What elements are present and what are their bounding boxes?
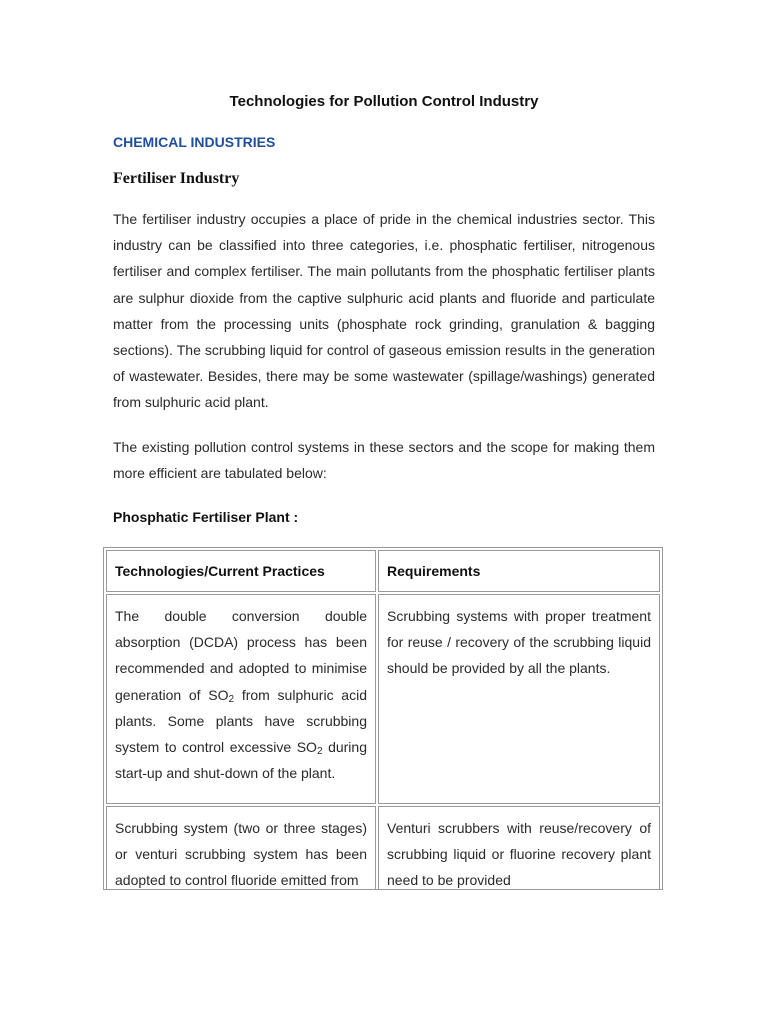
requirements-table-frame (103, 547, 663, 890)
table-cell-practice: Scrubbing system (two or three stages) or venturi scrubbing system has been adopted to control fluoride emitted from (106, 806, 376, 890)
header-requirements: Requirements (378, 550, 660, 592)
table-header-row (106, 550, 660, 592)
table-row (106, 594, 660, 804)
tabulation-paragraph: The existing pollution control systems in these sectors and the scope for making them more efficient are tabulated below: (113, 439, 655, 482)
intro-paragraph: The fertiliser industry occupies a place of pride in the chemical industries sector. This industry can be classified into three categories, i.e. phosphatic fertiliser, nitrogenous fertiliser and complex fertiliser. The main pollutants from the phosphatic fertiliser plants are sulphur dioxide from the captive sulphuric acid plants and fluoride and particulate matter from the processing units (phosphate rock grinding, granulation & bagging sections). The scrubbing liquid for control of gaseous emission results in the generation of wastewater. Besides, there may be some wastewater (spillage/washings) generated from sulphuric acid plant. (113, 211, 655, 411)
table-cell-requirement: Scrubbing systems with proper treatment for reuse / recovery of the scrubbing liquid should be provided by all the plants. (378, 594, 660, 804)
subscript-2: 2 (228, 693, 235, 705)
table-row (106, 806, 660, 890)
table-cell-requirement: Venturi scrubbers with reuse/recovery of scrubbing liquid or fluorine recovery plant need to be provided (378, 806, 660, 890)
section-heading: CHEMICAL INDUSTRIES (113, 134, 276, 150)
subscript-2: 2 (316, 746, 323, 758)
document-title: Technologies for Pollution Control Industry (229, 93, 539, 110)
sub-heading: Fertiliser Industry (113, 170, 240, 187)
header-practices: Technologies/Current Practices (106, 550, 376, 592)
requirements-table (104, 548, 662, 890)
table-cell-practice (106, 594, 376, 804)
practice-text-a: The double conversion double absorption (DCDA) process has been recommended and adopted to minimise generation of SO (115, 608, 367, 703)
practice-text-c: during start-up and shut-down of the plant. (115, 739, 367, 782)
practice-text-b: from sulphuric acid plants. Some plants have scrubbing system to control excessive SO (115, 686, 367, 756)
plant-label: Phosphatic Fertiliser Plant : (113, 509, 299, 525)
